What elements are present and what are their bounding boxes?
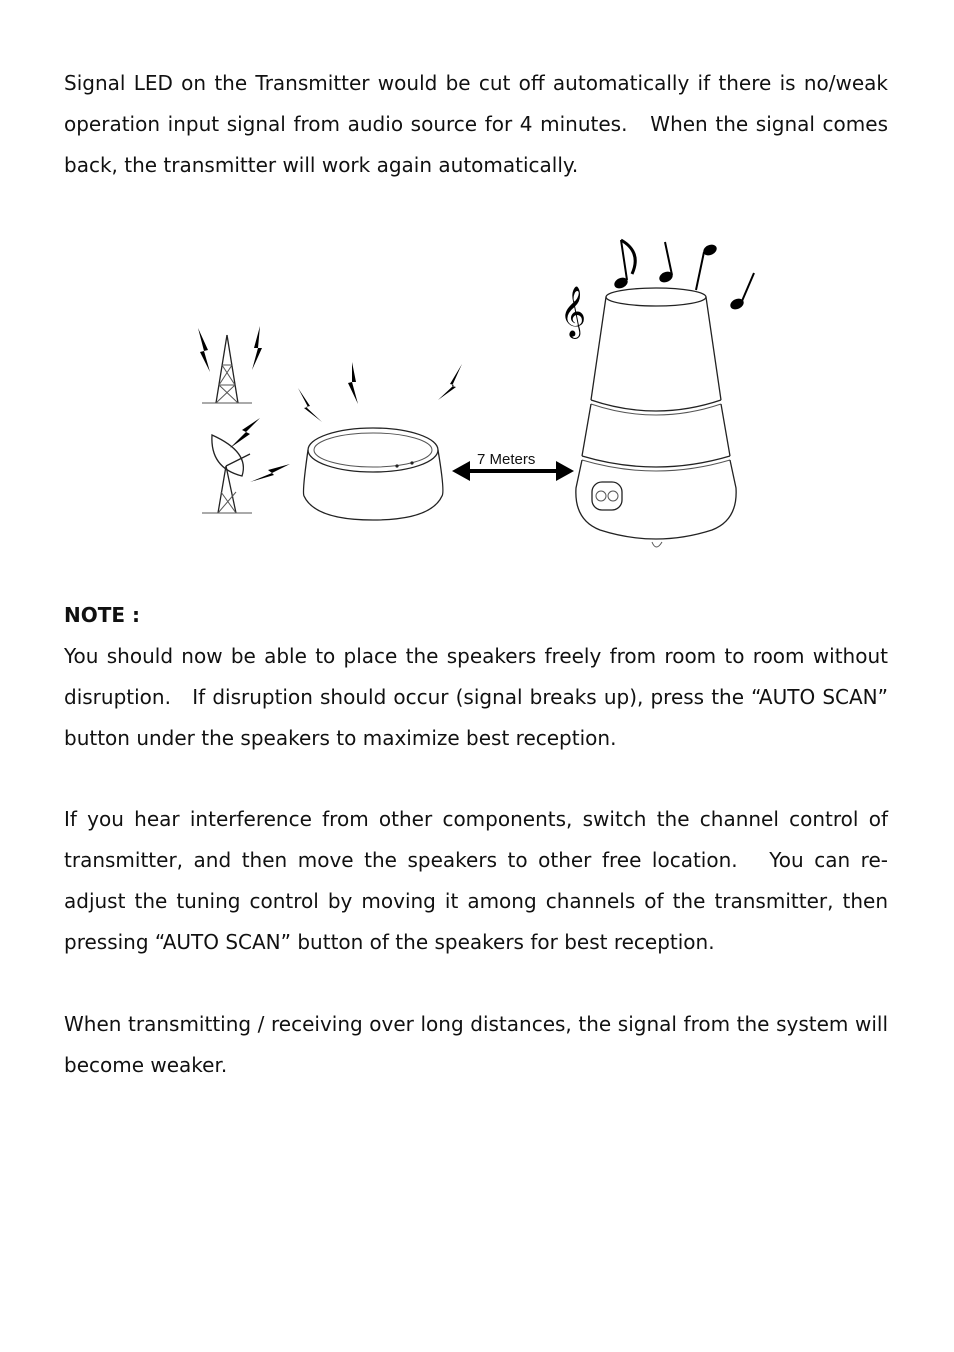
radio-tower-icon bbox=[202, 335, 252, 403]
signal-bolt-icon bbox=[230, 418, 260, 448]
signal-bolt-icon bbox=[298, 388, 322, 422]
speaker-device bbox=[576, 288, 736, 547]
paragraph-long-distance: When transmitting / receiving over long distances, the signal from the system will become weaker. bbox=[64, 1012, 888, 1077]
illustration-svg bbox=[180, 230, 780, 560]
satellite-dish-icon bbox=[202, 435, 252, 513]
signal-bolt-icon bbox=[438, 364, 462, 400]
signal-bolt-icon bbox=[198, 328, 210, 372]
system-illustration bbox=[180, 230, 780, 560]
music-notes-icon bbox=[560, 240, 754, 339]
note-heading: NOTE : bbox=[64, 603, 141, 627]
distance-label: 7 Meters bbox=[477, 451, 536, 468]
paragraph-interference: If you hear interference from other components, switch the channel control of transmitter, and then move the speakers to other free location. You can re-adjust the tuning control by moving it among channels of the transmitter, then pressing “AUTO SCAN” button of the speakers for best reception. bbox=[64, 807, 888, 954]
svg-text:𝄞: 𝄞 bbox=[560, 286, 587, 337]
signal-bolt-icon bbox=[252, 326, 262, 370]
signal-bolt-icon bbox=[250, 464, 290, 482]
paragraph-placement: You should now be able to place the speakers freely from room to room without disruption. If disruption should occur (signal breaks up), press the “AUTO SCAN” button under the speakers to maximize best reception. bbox=[64, 644, 888, 750]
transmitter-device bbox=[304, 428, 443, 520]
paragraph-signal-led: Signal LED on the Transmitter would be cut off automatically if there is no/weak operation input signal from audio source for 4 minutes. When the signal comes back, the transmitter will work again automatically. bbox=[64, 71, 888, 177]
signal-bolt-icon bbox=[348, 362, 358, 404]
